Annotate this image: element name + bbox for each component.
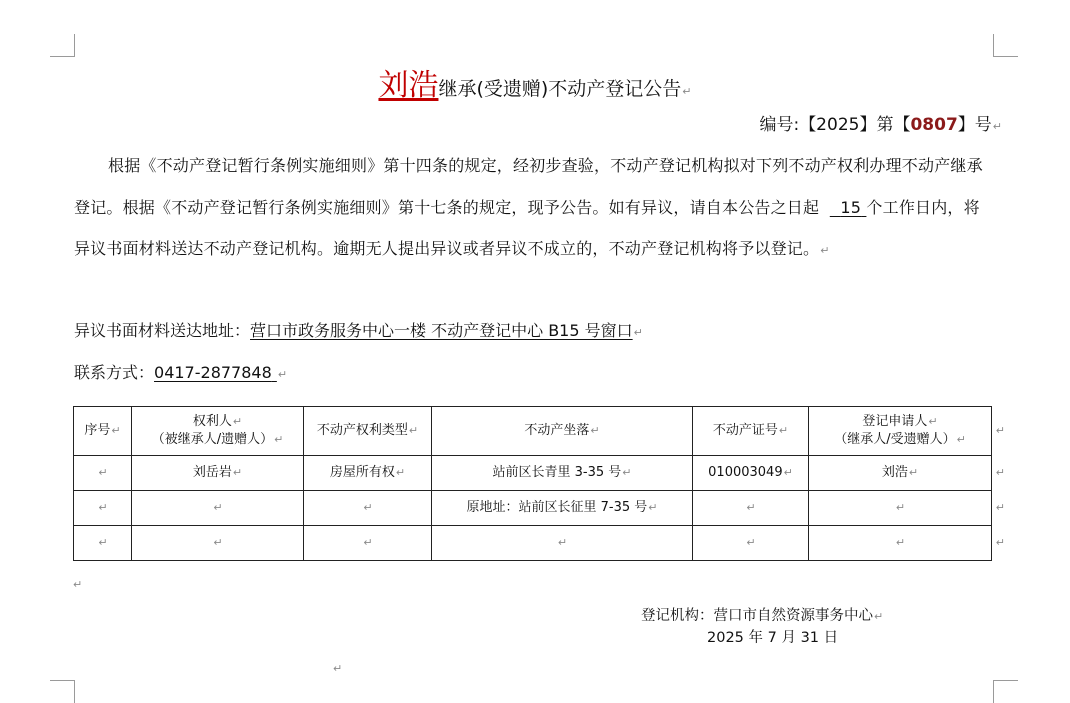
cell-right-type: ↵: [304, 491, 432, 526]
document-title: [0, 60, 1070, 104]
paragraph-mark-icon: ↵: [333, 662, 343, 675]
crop-mark-top-right: [993, 34, 1018, 57]
cell-location: 站前区长青里 3-35 号↵: [432, 456, 693, 491]
cell-right-type: ↵: [304, 526, 432, 561]
objection-address-label: 异议书面材料送达地址：: [74, 321, 251, 340]
heir-name: 刘浩: [378, 68, 439, 103]
serial-value: 0807: [910, 115, 958, 135]
crop-mark-bottom-right: [993, 680, 1018, 703]
cell-seq: ↵: [74, 456, 132, 491]
objection-address-line: [74, 318, 643, 341]
contact-line: [74, 360, 287, 383]
cell-holder: ↵: [132, 491, 304, 526]
title-text: 继承(受遗赠)不动产登记公告: [438, 78, 682, 100]
serial-mid: 第: [876, 115, 894, 135]
contact-label: 联系方式：: [74, 363, 155, 382]
objection-address-value: 营口市政务服务中心一楼 不动产登记中心 B15 号窗口: [250, 321, 633, 340]
announcement-paragraph: [74, 145, 996, 272]
serial-bracket-open: 【: [893, 115, 911, 135]
cell-holder: 刘岳岩↵: [132, 456, 304, 491]
header-seq: 序号↵: [74, 407, 132, 456]
cell-holder: ↵: [132, 526, 304, 561]
serial-year: 【2025】: [799, 115, 877, 135]
table-row: [74, 491, 992, 526]
announcement-body: [74, 145, 996, 272]
registration-table: [73, 406, 1005, 561]
serial-prefix: 编号:: [759, 115, 800, 135]
cell-right-type: 房屋所有权↵: [304, 456, 432, 491]
serial-bracket-close: 】: [957, 115, 975, 135]
contact-phone: 0417-2877848: [154, 363, 272, 382]
cell-cert-no: ↵: [693, 526, 809, 561]
header-applicant: 登记申请人↵ （继承人/受遗赠人）↵ ↵: [809, 407, 992, 456]
crop-mark-top-left: [50, 34, 75, 57]
cell-applicant: 刘浩↵ ↵: [809, 456, 992, 491]
paragraph-mark-icon: ↵: [633, 326, 643, 339]
header-cert-no: 不动产证号↵: [693, 407, 809, 456]
registration-agency: 登记机构：营口市自然资源事务中心↵: [641, 608, 884, 624]
announcement-date: 2025 年 7 月 31 日: [707, 630, 839, 646]
cell-location: ↵: [432, 526, 693, 561]
serial-number: [759, 110, 1002, 135]
cell-cert-no: 010003049↵: [693, 456, 809, 491]
paragraph-part1: 根据《不动产登记暂行条例实施细则》第十四条的规定，经初步查验，不动产登记机构拟对下列不动产权利办理不动产继承登记。根据《不动产登记暂行条例实施细则》第十七条的规定，现予公告。如有异议，请自本公告之日起: [74, 156, 983, 217]
table-header-row: [74, 407, 992, 456]
objection-days: 15: [840, 197, 862, 217]
paragraph-mark-icon: ↵: [277, 368, 288, 381]
paragraph-mark-icon: ↵: [820, 244, 830, 257]
table-row: [74, 526, 992, 561]
table-row: [74, 456, 992, 491]
cell-cert-no: ↵: [693, 491, 809, 526]
header-location: 不动产坐落↵: [432, 407, 693, 456]
cell-seq: ↵: [74, 491, 132, 526]
paragraph-mark-icon: ↵: [992, 120, 1002, 133]
paragraph-mark-icon: ↵: [682, 85, 692, 98]
cell-location: 原地址：站前区长征里 7-35 号↵: [432, 491, 693, 526]
serial-suffix: 号: [974, 115, 992, 135]
header-right-type: 不动产权利类型↵: [304, 407, 432, 456]
cell-applicant: ↵ ↵: [809, 491, 992, 526]
cell-seq: ↵: [74, 526, 132, 561]
header-holder: 权利人↵ （被继承人/遗赠人）↵: [132, 407, 304, 456]
cell-applicant: ↵ ↵: [809, 526, 992, 561]
paragraph-mark-icon: ↵: [73, 578, 83, 591]
crop-mark-bottom-left: [50, 680, 75, 703]
paragraph-part2: 个工作日内，将异议书面材料送达不动产登记机构。逾期无人提出异议或者异议不成立的，不动产登记机构将予以登记。: [74, 197, 980, 258]
